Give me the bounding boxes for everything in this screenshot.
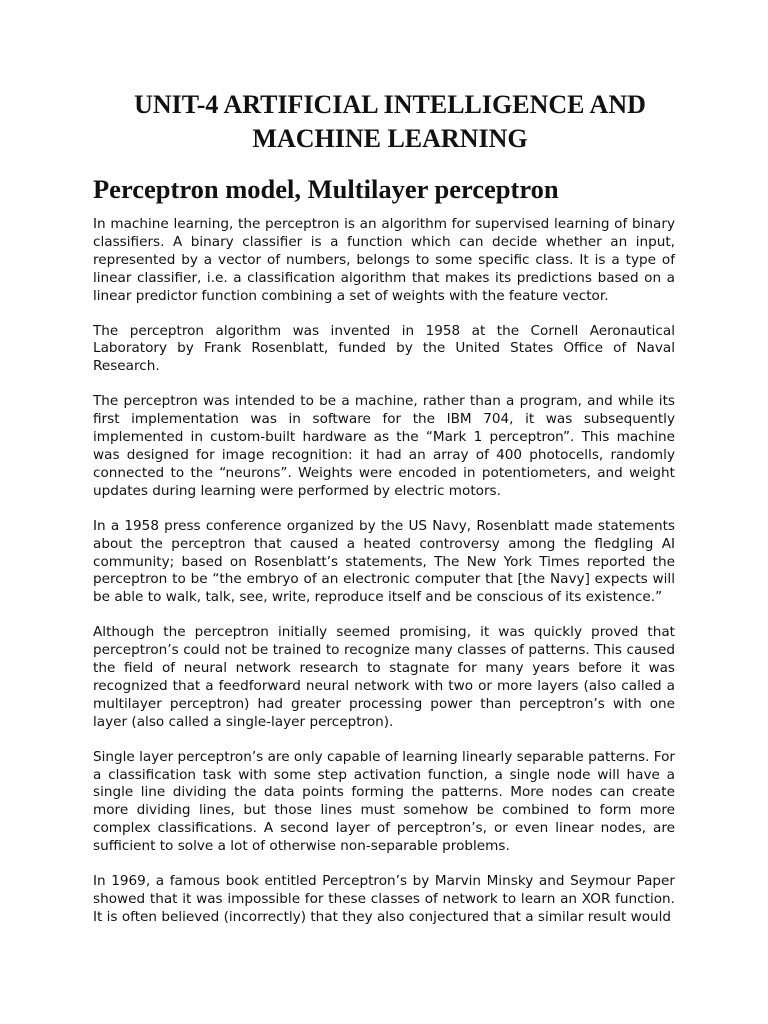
paragraph-single-layer: Single layer perceptron’s are only capable of learning linearly separable patterns. For a classification task with some step activation function, a single node will have a single line dividing the data points forming the patterns. More nodes can create more dividing lines, but those lines must somehow be combined to form more complex classifications. A second layer of perceptron’s, or even linear nodes, are sufficient to solve a lot of otherwise non-separable problems. — [93, 748, 675, 855]
paragraph-invention: The perceptron algorithm was invented in 1958 at the Cornell Aeronautical Laboratory by Frank Rosenblatt, funded by the United States Office of Naval Research. — [93, 322, 675, 375]
section-heading: Perceptron model, Multilayer perceptron — [93, 174, 559, 204]
unit-title: UNIT-4 ARTIFICIAL INTELLIGENCE AND MACHINE LEARNING — [134, 90, 646, 153]
paragraph-limitations: Although the perceptron initially seemed promising, it was quickly proved that perceptron’s could not be trained to recognize many classes of patterns. This caused the field of neural network research to stagnate for many years before it was recognized that a feedforward neural network with two or more layers (also called a multilayer perceptron) had greater processing power than perceptron’s with one layer (also called a single-layer perceptron). — [93, 624, 675, 730]
paragraph-press-conference: In a 1958 press conference organized by the US Navy, Rosenblatt made statements about the perceptron that caused a heated controversy among the fledgling AI community; based on Rosenblatt’s statements, The New York Times reported the perceptron to be “the embryo of an electronic computer that [the Navy] expects will be able to walk, talk, see, write, reproduce itself and be conscious of its existence.” — [93, 517, 675, 606]
paragraph-minsky-papert: In 1969, a famous book entitled Perceptron’s by Marvin Minsky and Seymour Paper showed that it was impossible for these classes of network to learn an XOR function. It is often believed (incorrectly) that they also conjectured that a similar result would — [93, 873, 675, 925]
paragraph-machine: The perceptron was intended to be a machine, rather than a program, and while its first implementation was in software for the IBM 704, it was subsequently implemented in custom-built hardware as the “Mark 1 perceptron”. This machine was designed for image recognition: it had an array of 400 photocells, randomly connected to the “neurons”. Weights were encoded in potentiometers, and weight updates during learning were performed by electric motors. — [93, 393, 675, 499]
paragraph-definition: In machine learning, the perceptron is an algorithm for supervised learning of binary classifiers. A binary classifier is a function which can decide whether an input, represented by a vector of numbers, belongs to some specific class. It is a type of linear classifier, i.e. a classification algorithm that makes its predictions based on a linear predictor function combining a set of weights with the feature vector. — [93, 216, 675, 304]
body-text — [93, 216, 675, 944]
